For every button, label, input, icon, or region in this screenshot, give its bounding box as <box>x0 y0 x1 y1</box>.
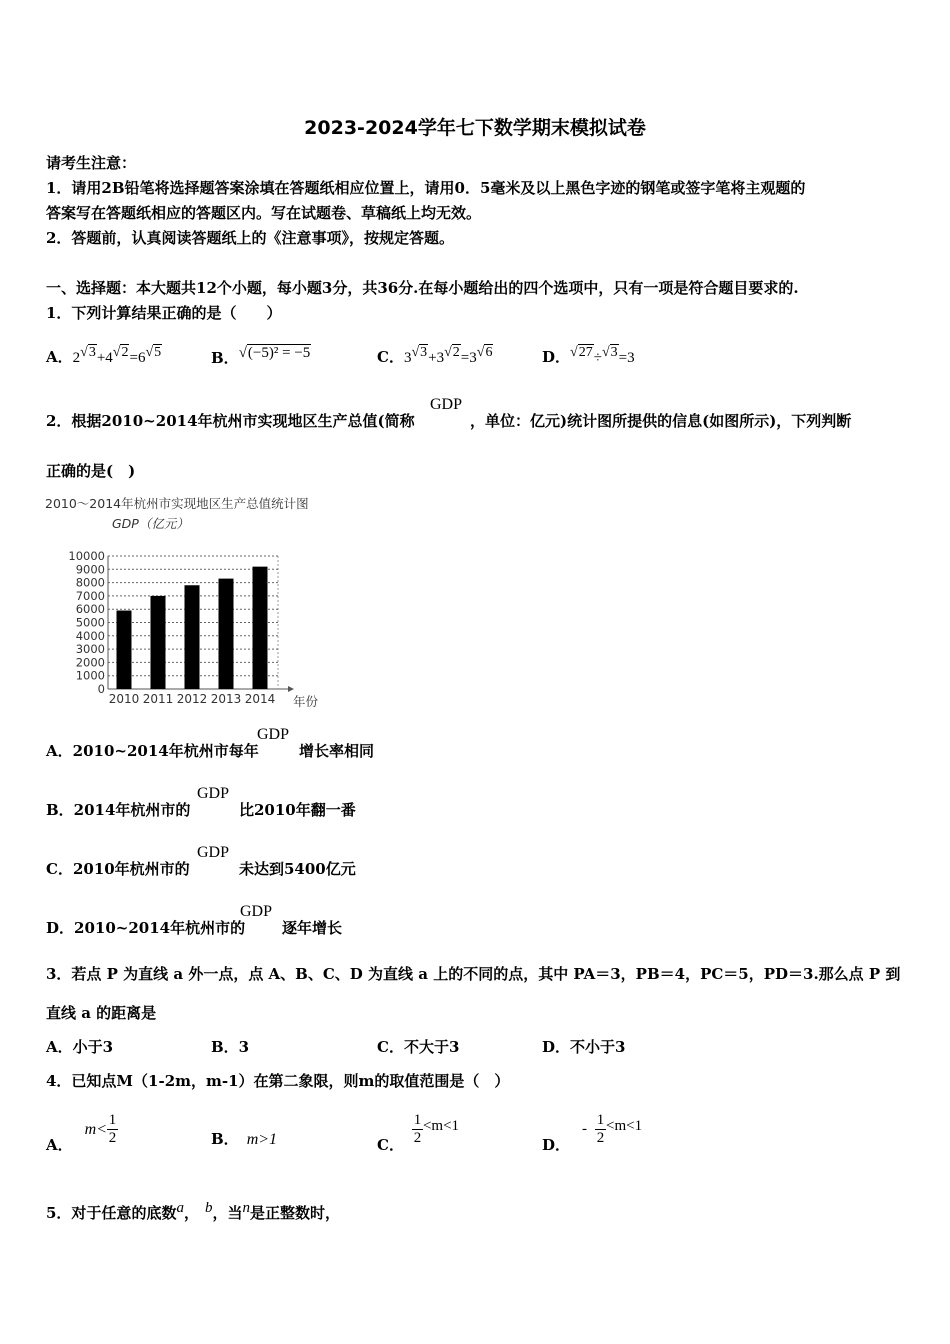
chart-y-tick-label: 3000 <box>75 642 105 657</box>
page-title: 2023-2024学年七下数学期末模拟试卷 <box>304 117 646 139</box>
chart-y-tick-label: 1000 <box>75 668 105 683</box>
chart-y-tick-label: 4000 <box>75 628 105 643</box>
chart-y-tick-label: 10000 <box>68 549 105 563</box>
q3-stem-line2: 直线 a 的距离是 <box>46 1004 157 1022</box>
chart-y-tick-label: 5000 <box>75 615 105 630</box>
chart-x-tick-label: 2014 <box>244 692 276 706</box>
q3-option-a: A．小于3 <box>46 1038 114 1056</box>
notice-line-2: 2．答题前，认真阅读答题纸上的《注意事项》，按规定答题。 <box>46 229 454 247</box>
notice-line-1: 1．请用2B铅笔将选择题答案涂填在答题纸相应位置上，请用0．5毫米及以上黑色字迹的钢笔或签字笔将主观题的 <box>46 179 806 197</box>
q2-option-a-tail: 增长率相同 <box>299 742 375 760</box>
q1-option-d: D．$^{√27}$÷$^{√3}$=3 <box>542 345 635 366</box>
chart-y-ticks <box>68 549 105 696</box>
q2-option-c-gdp: GDP <box>197 844 230 861</box>
q2-option-d: D．2010~2014年杭州市的 <box>46 919 246 937</box>
q3-option-b: B．3 <box>211 1038 250 1056</box>
notice-heading: 请考生注意： <box>46 154 137 172</box>
q4-option-c: C． $\frac{1}{2}$ <m<1 <box>377 1112 460 1154</box>
q2-stem-part1: 2．根据2010~2014年杭州市实现地区生产总值(简称 <box>46 412 415 430</box>
chart-y-label: GDP（亿元） <box>112 516 189 531</box>
q2-option-b: B．2014年杭州市的 <box>46 801 191 819</box>
q2-option-d-gdp: GDP <box>240 903 273 920</box>
q2-option-b-tail: 比2010年翻一番 <box>239 801 356 819</box>
chart-x-axis-arrow <box>288 686 294 692</box>
q4-option-d: D． - $\frac{1}{2}$ <m<1 <box>542 1112 643 1154</box>
q2-option-c: C．2010年杭州市的 <box>46 860 190 878</box>
chart-bars <box>117 567 268 689</box>
q1-option-c: C．$3^{√3}+3^{√2}=3^{√6}$ <box>377 345 493 366</box>
chart-bar-2014 <box>253 567 268 689</box>
q2-stem-part2: ，单位：亿元)统计图所提供的信息(如图所示)，下列判断 <box>470 412 852 430</box>
chart-title: 2010～2014年杭州市实现地区生产总值统计图 <box>45 496 309 511</box>
q2-option-a-gdp: GDP <box>257 726 290 743</box>
q1-stem: 1．下列计算结果正确的是（ ） <box>46 304 282 322</box>
section-heading: 一、选择题：本大题共12个小题，每小题3分，共36分.在每小题给出的四个选项中，只有一项是符合题目要求的. <box>46 279 799 297</box>
q2-option-d-tail: 逐年增长 <box>282 919 343 937</box>
q4-stem: 4．已知点M（1-2m，m-1）在第二象限，则m的取值范围是（ ） <box>46 1072 510 1090</box>
q5-stem: 5．对于任意的底数$^a$， $^b$，当$^n$是正整数时， <box>46 1200 340 1222</box>
chart-x-label: 年份 <box>293 694 319 709</box>
q4-option-a: A． m< $\frac{1}{2}$ <box>46 1112 117 1154</box>
chart-x-ticks <box>109 692 276 706</box>
chart-y-tick-label: 9000 <box>75 562 105 577</box>
chart-x-tick-label: 2013 <box>210 692 242 706</box>
q3-option-d: D．不小于3 <box>542 1038 626 1056</box>
q4-option-b: B． m>1 <box>211 1130 278 1148</box>
chart-y-tick-label: 6000 <box>75 602 105 617</box>
q1-option-a: A．$2^{√3}+4^{√2}=6^{√5}$ <box>46 345 162 366</box>
chart-y-tick-label: 0 <box>97 682 105 696</box>
chart-y-tick-label: 2000 <box>75 655 105 670</box>
chart-bar-2011 <box>151 596 166 689</box>
chart-x-tick-label: 2011 <box>142 692 174 706</box>
q2-stem-line2: 正确的是( ) <box>46 462 136 480</box>
chart-y-tick-label: 7000 <box>75 588 105 603</box>
chart-x-tick-label: 2010 <box>108 692 140 706</box>
q3-stem-line1: 3．若点 P 为直线 a 外一点，点 A、B、C、D 为直线 a 上的不同的点，其中 PA＝3，PB＝4，PC＝5，PD＝3.那么点 P 到 <box>46 965 901 983</box>
notice-line-1b: 答案写在答题纸相应的答题区内。写在试题卷、草稿纸上均无效。 <box>46 204 482 222</box>
q3-option-c: C．不大于3 <box>377 1038 460 1056</box>
q1-option-b: B．$^{√(-5)^2 = -5}$ <box>211 345 311 367</box>
q2-gdp-label: GDP <box>430 396 463 413</box>
chart-y-tick-label: 8000 <box>75 575 105 590</box>
q2-option-b-gdp: GDP <box>197 785 230 802</box>
gdp-bar-chart <box>40 490 340 715</box>
chart-x-tick-label: 2012 <box>176 692 208 706</box>
q2-option-c-tail: 未达到5400亿元 <box>239 860 356 878</box>
chart-bar-2012 <box>185 585 200 689</box>
q2-option-a: A．2010~2014年杭州市每年 <box>46 742 259 760</box>
chart-bar-2010 <box>117 611 132 689</box>
chart-bar-2013 <box>219 579 234 689</box>
